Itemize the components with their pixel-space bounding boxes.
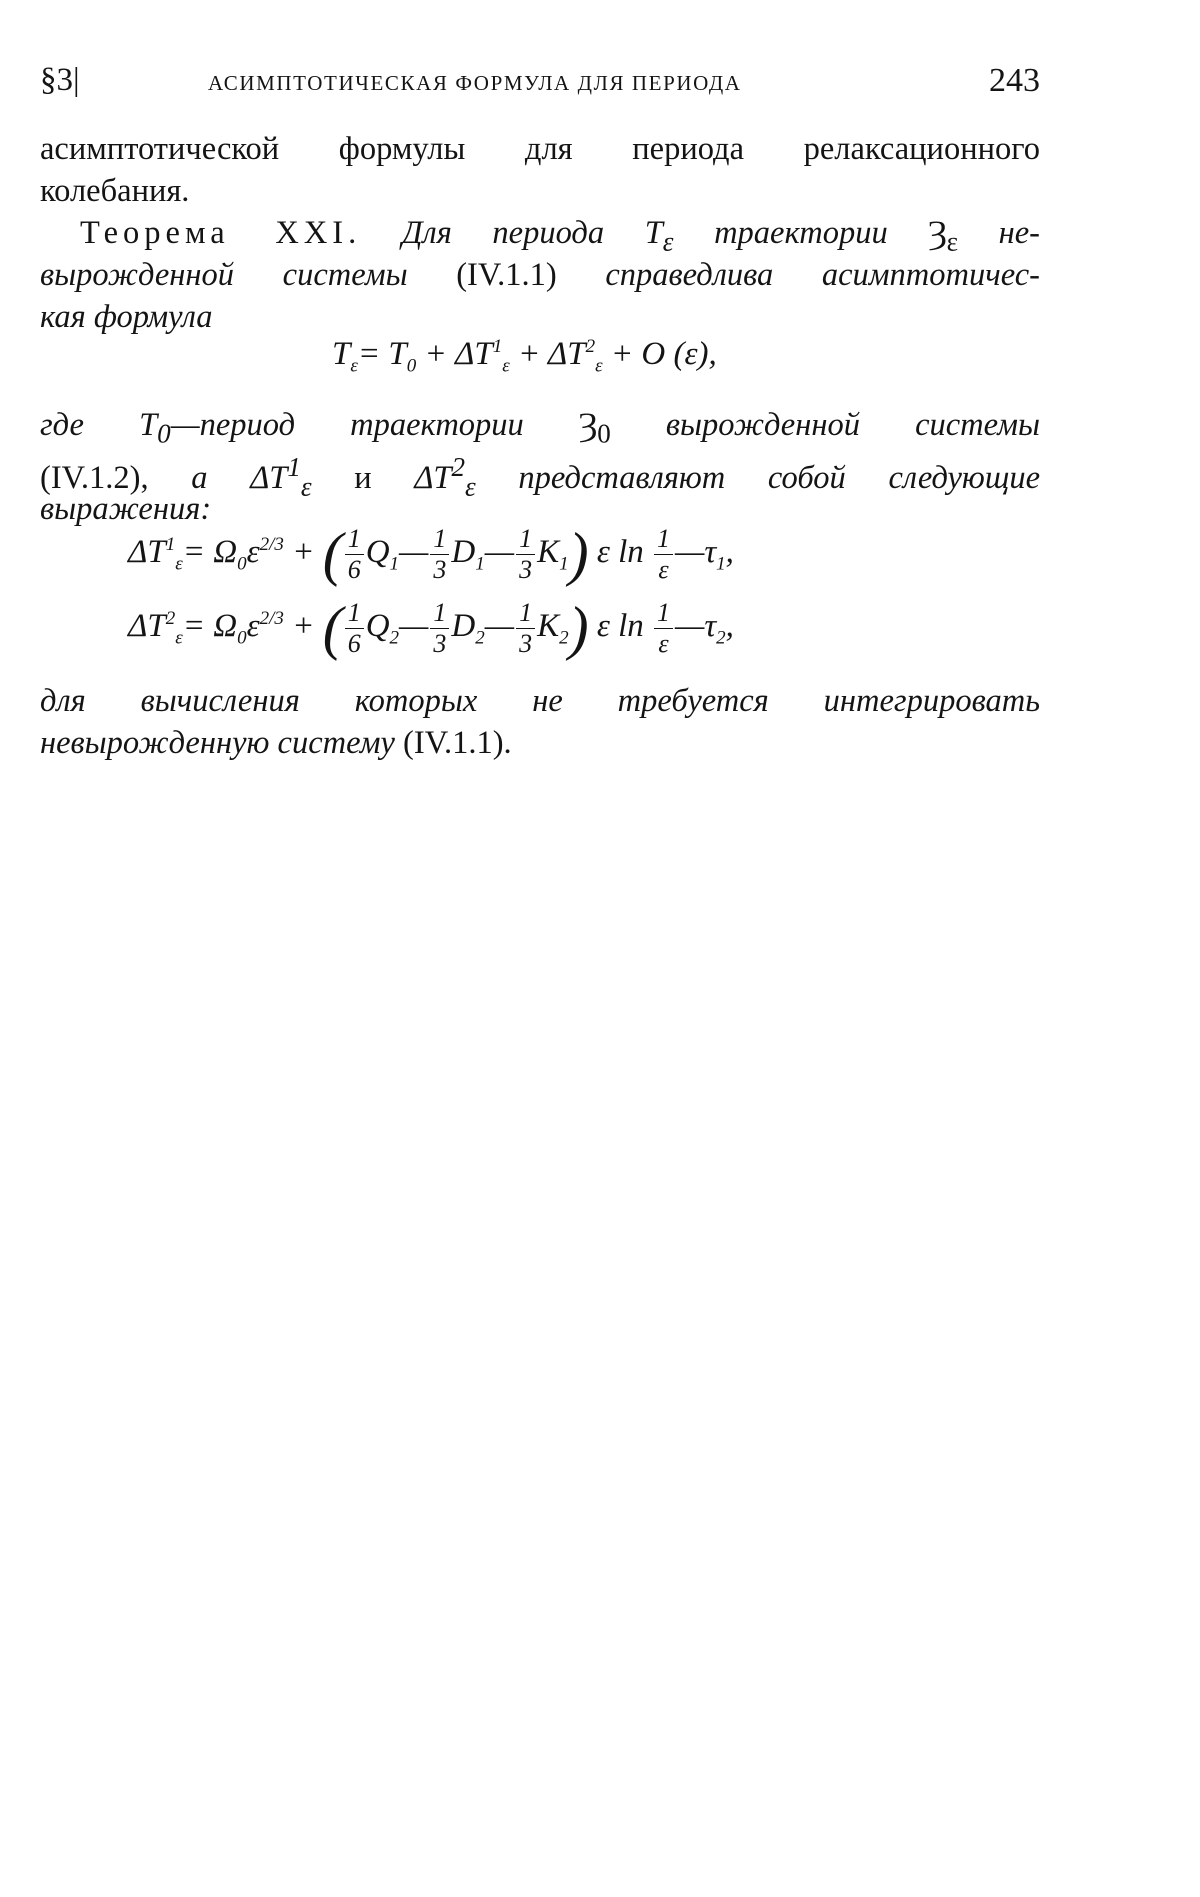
- para3-line2: невырожденную систему (IV.1.1).: [40, 725, 512, 761]
- theorem-text-2: траектории: [714, 215, 888, 251]
- theorem-line3: кая формула: [40, 299, 213, 335]
- section-marker: §3|: [40, 62, 80, 98]
- equation-ref-2: (IV.1.2),: [40, 459, 149, 496]
- main-formula: $T_\varepsilon= T_0 + \Delta T^1_\varepsilon + \Delta T^2_\varepsilon + O$ (ε),: [332, 336, 717, 377]
- theorem-line2: вырожденной системы (IV.1.1) справедлива асимптотичес-: [40, 257, 1040, 293]
- running-title: АСИМПТОТИЧЕСКАЯ ФОРМУЛА ДЛЯ ПЕРИОДА: [208, 71, 742, 95]
- para1-line2: колебания.: [40, 173, 190, 209]
- equation-ref-3: (IV.1.1).: [403, 725, 512, 761]
- formula-delta-t1: $\Delta T^1_\varepsilon= \Omega_0\varepsilon^{2/3}$ + ( $\frac{1}{6}$ $Q_1—$ $\frac{1}{3}$ $D_1—$ $\frac{1}{3}$ $K_1$) ε ln $\frac{1}{\varepsilon}$ $—\tau_1$,: [128, 521, 734, 587]
- trajectory-symbol: $Ȝ_\varepsilon$: [928, 215, 959, 257]
- theorem-label: Теорема XXI.: [80, 215, 362, 251]
- book-page: [40, 0, 1040, 1897]
- formula-delta-t2: $\Delta T^2_\varepsilon= \Omega_0\varepsilon^{2/3}$ + ( $\frac{1}{6}$ $Q_2—$ $\frac{1}{3}$ $D_2—$ $\frac{1}{3}$ $K_2$) ε ln $\frac{1}{\varepsilon}$ $—\tau_2$,: [128, 595, 734, 661]
- period-symbol: $T_\varepsilon$: [644, 215, 674, 257]
- para2-line2: (IV.1.2), а $\Delta T^1_\varepsilon$ и $\Delta T^2_\varepsilon$ представляют собой следующие: [40, 452, 1041, 502]
- theorem-text-1: Для периода: [401, 215, 605, 251]
- page-header: [40, 62, 1040, 108]
- equation-ref-1: (IV.1.1): [456, 257, 557, 293]
- para2-line1: где $T_0—период$ траектории $Ȝ_0$ вырожденной системы: [40, 407, 1041, 449]
- page-number: 243: [989, 62, 1040, 99]
- theorem-text-3: не-: [998, 215, 1040, 251]
- para1-line1: асимптотической формулы для периода релаксационного: [40, 131, 1040, 167]
- para3-line1: для вычисления которых не требуется интегрировать: [40, 683, 1040, 719]
- para2-line3: выражения:: [40, 491, 212, 527]
